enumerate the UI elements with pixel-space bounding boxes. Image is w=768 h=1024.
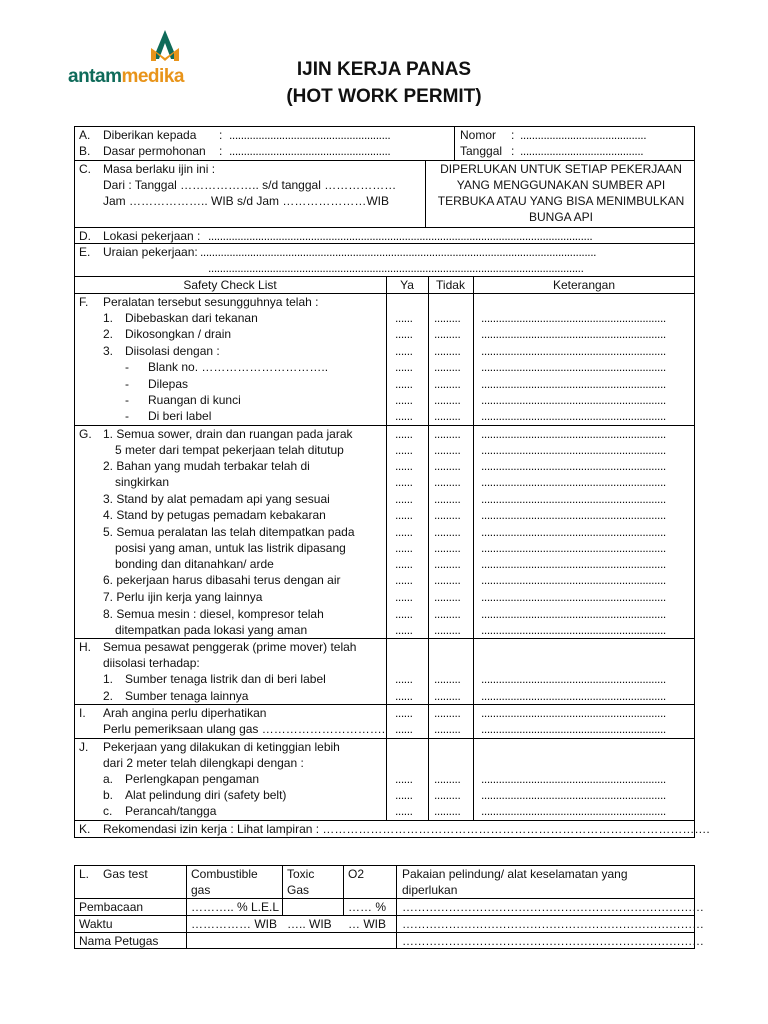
tidak-field[interactable]: ......... xyxy=(434,541,461,555)
tidak-field[interactable]: ......... xyxy=(434,377,461,391)
waktu-label: Waktu xyxy=(79,917,113,931)
g-line-9: bonding dan ditanahkan/ arde xyxy=(115,557,274,571)
pembacaan-combustible[interactable]: ……….. % L.E.L xyxy=(191,900,280,914)
keterangan-field[interactable]: ............................................................... xyxy=(481,706,666,720)
f-item-blank: Blank no. ………………………….. xyxy=(148,360,329,374)
g-line-3: 2. Bahan yang mudah terbakar telah di xyxy=(103,459,310,473)
company-logo xyxy=(68,28,188,90)
tidak-field[interactable]: ......... xyxy=(434,722,461,736)
ya-field[interactable]: ...... xyxy=(395,377,413,391)
keterangan-field[interactable]: ............................................................... xyxy=(481,344,666,358)
keterangan-field[interactable]: ............................................................... xyxy=(481,772,666,786)
ya-field[interactable]: ...... xyxy=(395,722,413,736)
section-c-letter: C. xyxy=(79,162,91,176)
lokasi-pekerjaan-field[interactable]: ................................................................................................................................... xyxy=(208,229,593,243)
f-item-dilepas: Dilepas xyxy=(148,377,189,391)
ya-field[interactable]: ...... xyxy=(395,344,413,358)
keterangan-field[interactable]: ............................................................... xyxy=(481,443,666,457)
keterangan-field[interactable]: ............................................................... xyxy=(481,327,666,341)
tidak-field[interactable]: ......... xyxy=(434,475,461,489)
f-item-label: Di beri label xyxy=(148,409,212,423)
section-d-letter: D. xyxy=(79,229,91,243)
diberikan-kepada-field[interactable]: ....................................................... xyxy=(229,128,391,142)
ya-field[interactable]: ...... xyxy=(395,706,413,720)
section-a-letter: A. xyxy=(79,128,91,142)
section-g-letter: G. xyxy=(79,427,92,441)
tidak-field[interactable]: ......... xyxy=(434,492,461,506)
pembacaan-label: Pembacaan xyxy=(79,900,144,914)
ya-field[interactable]: ...... xyxy=(395,689,413,703)
keterangan-field[interactable]: ............................................................... xyxy=(481,393,666,407)
notice-line-3: TERBUKA ATAU YANG BISA MENIMBULKAN xyxy=(437,194,685,208)
h-line-1: Semua pesawat penggerak (prime mover) telah xyxy=(103,640,357,654)
g-line-7: 5. Semua peralatan las telah ditempatkan pada xyxy=(103,525,355,539)
keterangan-field[interactable]: ............................................................... xyxy=(481,541,666,555)
keterangan-field[interactable]: ............................................................... xyxy=(481,360,666,374)
section-j-letter: J. xyxy=(79,740,89,754)
pakaian-field-3[interactable]: …………………………………………………………………… xyxy=(402,934,704,948)
ya-field[interactable]: ...... xyxy=(395,409,413,423)
tidak-field[interactable]: ......... xyxy=(434,360,461,374)
masa-berlaku-dari[interactable]: Dari : Tanggal ……………….. s/d tanggal ……………… xyxy=(103,178,397,192)
pakaian-field-1[interactable]: …………………………………………………………………… xyxy=(402,900,704,914)
lokasi-pekerjaan-label: Lokasi pekerjaan : xyxy=(103,229,201,243)
keterangan-field[interactable]: ............................................................... xyxy=(481,311,666,325)
tanggal-label: Tanggal xyxy=(460,144,503,158)
pakaian-field-2[interactable]: …………………………………………………………………… xyxy=(402,917,704,931)
tidak-field[interactable]: ......... xyxy=(434,409,461,423)
tidak-field[interactable]: ......... xyxy=(434,557,461,571)
h-item-2: Sumber tenaga lainnya xyxy=(125,689,249,703)
ya-field[interactable]: ...... xyxy=(395,672,413,686)
notice-line-1: DIPERLUKAN UNTUK SETIAP PEKERJAAN xyxy=(440,162,682,176)
keterangan-field[interactable]: ............................................................... xyxy=(481,573,666,587)
j-item-b: Alat pelindung diri (safety belt) xyxy=(125,788,287,802)
g-line-10: 6. pekerjaan harus dibasahi terus dengan air xyxy=(103,573,341,587)
notice-line-2: YANG MENGGUNAKAN SUMBER API xyxy=(456,178,666,192)
ya-field[interactable]: ...... xyxy=(395,525,413,539)
ya-field[interactable]: ...... xyxy=(395,508,413,522)
keterangan-field[interactable]: ............................................................... xyxy=(481,672,666,686)
title-line-1: IJIN KERJA PANAS xyxy=(296,59,472,80)
ya-field[interactable]: ...... xyxy=(395,393,413,407)
f-item-ruangan: Ruangan di kunci xyxy=(148,393,241,407)
tidak-field[interactable]: ......... xyxy=(434,459,461,473)
g-line-6: 4. Stand by petugas pemadam kebakaran xyxy=(103,508,326,522)
tidak-field[interactable]: ......... xyxy=(434,672,461,686)
keterangan-field[interactable]: ............................................................... xyxy=(481,689,666,703)
waktu-toxic[interactable]: ….. WIB xyxy=(287,917,332,931)
keterangan-field[interactable]: ............................................................... xyxy=(481,459,666,473)
ya-field[interactable]: ...... xyxy=(395,788,413,802)
ya-field[interactable]: ...... xyxy=(395,607,413,621)
tidak-field[interactable]: ......... xyxy=(434,311,461,325)
masa-berlaku-label: Masa berlaku ijin ini : xyxy=(103,162,216,176)
tidak-field[interactable]: ......... xyxy=(434,508,461,522)
pakaian-pelindung-header: Pakaian pelindung/ alat keselamatan yang xyxy=(402,867,628,881)
header-safety-check-list: Safety Check List xyxy=(183,278,277,292)
h-item-1: Sumber tenaga listrik dan di beri label xyxy=(125,672,326,686)
keterangan-field[interactable]: ............................................................... xyxy=(481,788,666,802)
pembacaan-o2[interactable]: …… % xyxy=(348,900,387,914)
section-e-letter: E. xyxy=(79,245,91,259)
i-line-1: Arah angina perlu diperhatikan xyxy=(103,706,267,720)
uraian-pekerjaan-field-2[interactable]: ................................................................................................................................ xyxy=(208,261,584,275)
ya-field[interactable]: ...... xyxy=(395,557,413,571)
logo-mark-icon xyxy=(148,28,182,62)
keterangan-field[interactable]: ............................................................... xyxy=(481,492,666,506)
dasar-permohonan-field[interactable]: ....................................................... xyxy=(229,144,391,158)
ya-field[interactable]: ...... xyxy=(395,360,413,374)
f-item-2: Dikosongkan / drain xyxy=(125,327,232,341)
nomor-label: Nomor xyxy=(460,128,497,142)
ya-field[interactable]: ...... xyxy=(395,492,413,506)
tidak-field[interactable]: ......... xyxy=(434,788,461,802)
tanggal-field[interactable]: .......................................... xyxy=(520,144,644,158)
toxic-gas-header: Toxic xyxy=(287,867,315,881)
j-item-a: Perlengkapan pengaman xyxy=(125,772,260,786)
tidak-field[interactable]: ......... xyxy=(434,525,461,539)
f-item-3: Diisolasi dengan : xyxy=(125,344,220,358)
keterangan-field[interactable]: ............................................................... xyxy=(481,557,666,571)
i-line-2: Perlu pemeriksaan ulang gas …………………………. xyxy=(103,722,386,736)
keterangan-field[interactable]: ............................................................... xyxy=(481,475,666,489)
keterangan-field[interactable]: ............................................................... xyxy=(481,804,666,818)
ya-field[interactable]: ...... xyxy=(395,623,413,637)
section-f-text: Peralatan tersebut sesungguhnya telah : xyxy=(103,295,319,309)
masa-berlaku-jam[interactable]: Jam ……………….. WIB s/d Jam …………………WIB xyxy=(103,194,390,208)
tidak-field[interactable]: ......... xyxy=(434,623,461,637)
ya-field[interactable]: ...... xyxy=(395,804,413,818)
tidak-field[interactable]: ......... xyxy=(434,804,461,818)
k-text[interactable]: Rekomendasi izin kerja : Lihat lampiran : ……………………………………………………………………………………. xyxy=(103,822,710,836)
g-line-12: 8. Semua mesin : diesel, kompresor telah xyxy=(103,607,324,621)
f-item-1: Dibebaskan dari tekanan xyxy=(125,311,258,325)
header-ya: Ya xyxy=(400,278,414,292)
diberikan-kepada-label: Diberikan kepada xyxy=(103,128,197,142)
keterangan-field[interactable]: ............................................................... xyxy=(481,722,666,736)
o2-header: O2 xyxy=(348,867,365,881)
ya-field[interactable]: ...... xyxy=(395,427,413,441)
j-line-1: Pekerjaan yang dilakukan di ketinggian lebih xyxy=(103,740,340,754)
header-tidak: Tidak xyxy=(436,278,465,292)
g-line-13: ditempatkan pada lokasi yang aman xyxy=(115,623,308,637)
uraian-pekerjaan-label: Uraian pekerjaan: xyxy=(103,245,198,259)
dasar-permohonan-label: Dasar permohonan xyxy=(103,144,206,158)
tidak-field[interactable]: ......... xyxy=(434,772,461,786)
keterangan-field[interactable]: ............................................................... xyxy=(481,508,666,522)
tidak-field[interactable]: ......... xyxy=(434,393,461,407)
g-line-4: singkirkan xyxy=(115,475,170,489)
tidak-field[interactable]: ......... xyxy=(434,443,461,457)
j-item-c: Perancah/tangga xyxy=(125,804,217,818)
g-line-1: 1. Semua sower, drain dan ruangan pada jarak xyxy=(103,427,353,441)
tidak-field[interactable]: ......... xyxy=(434,427,461,441)
keterangan-field[interactable]: ............................................................... xyxy=(481,607,666,621)
ya-field[interactable]: ...... xyxy=(395,772,413,786)
nomor-field[interactable]: ........................................... xyxy=(520,128,647,142)
ya-field[interactable]: ...... xyxy=(395,573,413,587)
waktu-combustible[interactable]: …………… WIB xyxy=(191,917,277,931)
waktu-o2[interactable]: … WIB xyxy=(348,917,386,931)
section-b-letter: B. xyxy=(79,144,91,158)
ya-field[interactable]: ...... xyxy=(395,541,413,555)
keterangan-field[interactable]: ............................................................... xyxy=(481,409,666,423)
combustible-gas-header: Combustible xyxy=(191,867,258,881)
gas-test-label: Gas test xyxy=(103,867,148,881)
tidak-field[interactable]: ......... xyxy=(434,689,461,703)
ya-field[interactable]: ...... xyxy=(395,311,413,325)
title-line-2: (HOT WORK PERMIT) xyxy=(286,86,482,107)
ya-field[interactable]: ...... xyxy=(395,327,413,341)
gas-test-letter: L. xyxy=(79,867,90,881)
header-keterangan: Keterangan xyxy=(552,278,616,292)
section-f-letter: F. xyxy=(79,295,89,309)
uraian-pekerjaan-field-1[interactable]: ....................................................................................................................................... xyxy=(200,245,597,259)
tidak-field[interactable]: ......... xyxy=(434,590,461,604)
notice-line-4: BUNGA API xyxy=(528,210,594,224)
keterangan-field[interactable]: ............................................................... xyxy=(481,427,666,441)
tidak-field[interactable]: ......... xyxy=(434,706,461,720)
h-line-2: diisolasi terhadap: xyxy=(103,656,200,670)
section-i-letter: I. xyxy=(79,706,86,720)
g-line-11: 7. Perlu ijin kerja yang lainnya xyxy=(103,590,263,604)
keterangan-field[interactable]: ............................................................... xyxy=(481,590,666,604)
ya-field[interactable]: ...... xyxy=(395,459,413,473)
logo-wordmark: antammedika xyxy=(68,66,184,87)
document-title xyxy=(200,56,568,110)
keterangan-field[interactable]: ............................................................... xyxy=(481,377,666,391)
ya-field[interactable]: ...... xyxy=(395,443,413,457)
section-h-letter: H. xyxy=(79,640,91,654)
g-line-5: 3. Stand by alat pemadam api yang sesuai xyxy=(103,492,330,506)
tidak-field[interactable]: ......... xyxy=(434,607,461,621)
tidak-field[interactable]: ......... xyxy=(434,573,461,587)
tidak-field[interactable]: ......... xyxy=(434,344,461,358)
ya-field[interactable]: ...... xyxy=(395,475,413,489)
ya-field[interactable]: ...... xyxy=(395,590,413,604)
g-line-8: posisi yang aman, untuk las listrik dipasang xyxy=(115,541,346,555)
keterangan-field[interactable]: ............................................................... xyxy=(481,525,666,539)
tidak-field[interactable]: ......... xyxy=(434,327,461,341)
nama-petugas-label: Nama Petugas xyxy=(79,934,159,948)
g-line-2: 5 meter dari tempat pekerjaan telah ditutup xyxy=(115,443,344,457)
section-k-letter: K. xyxy=(79,822,91,836)
keterangan-field[interactable]: ............................................................... xyxy=(481,623,666,637)
j-line-2: dari 2 meter telah dilengkapi dengan : xyxy=(103,756,304,770)
